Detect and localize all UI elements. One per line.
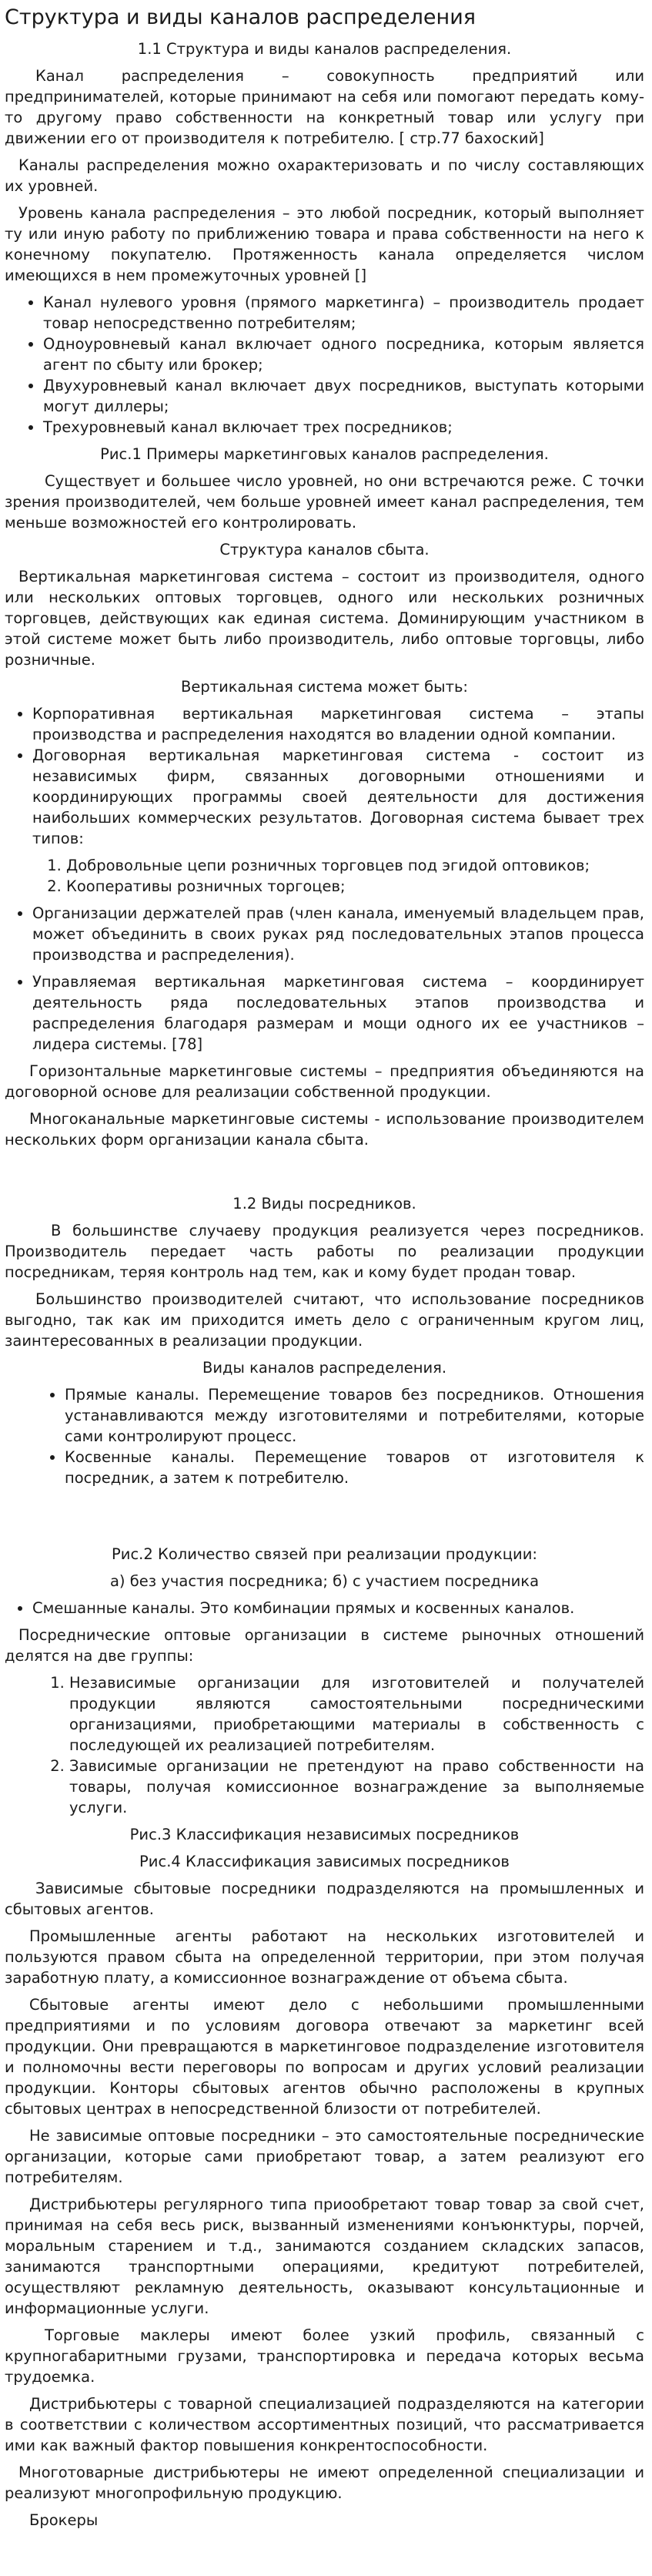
list-item: • Трехуровневый канал включает трех посредников;	[43, 417, 644, 438]
paragraph-more-levels: Существует и большее число уровней, но они встречаются реже. С точки зрения производителей, чем больше уровней имеет канал распределения, тем меньше возможностей его контролировать.	[5, 472, 644, 532]
section-heading-1-2: 1.2 Виды посредников.	[232, 1195, 416, 1213]
org-list	[5, 903, 644, 965]
types-heading: Виды каналов распределения.	[202, 1359, 447, 1377]
paragraph-intermediaries: В большинстве случаеву продукция реализуется через посредников. Производитель передает часть работы по реализации продукции посредникам, теряя контроль над тем, как и кому будет продан товар.	[5, 1222, 644, 1281]
list-item: • Косвенные каналы. Перемещение товаров от изготовителя к посредник, а затем к потребителю.	[65, 1447, 644, 1488]
paragraph-channel-definition: Канал распределения – совокупность предприятий или предпринимателей, которые принимают на себя или помогают передать кому-то другому право собственности на конкретный товар или услугу при движении его от производителя к потребителю. [ стр.77 бахоский]	[5, 67, 644, 147]
figure-caption-1: Рис.1 Примеры маркетинговых каналов распределения.	[100, 445, 549, 463]
paragraph-sales-agents: Сбытовые агенты имеют дело с небольшими промышленными предприятиями и по условиям договора отвечают за маркетинг всей продукции. Они превращаются в маркетинговое подразделение изготовителя и полномочны вести переговоры по вопросам и других условий реализации продукции. Конторы сбытовых агентов обычно расположены в крупных сбытовых центрах в непосредственной близости от потребителей.	[5, 1996, 644, 2118]
mixed-list	[5, 1598, 644, 1618]
paragraph-multichannel-systems: Многоканальные маркетинговые системы - использование производителем нескольких форм организации канала сбыта.	[5, 1110, 644, 1149]
figure-caption-2-sub: а) без участия посредника; б) с участием посредника	[109, 1572, 540, 1590]
list-item: 1. Независимые организации для изготовителей и получателей продукции являются самостоятельными посредническими организациями, приобретающими материалы в собственность с последующей их реализацией потребителям.	[69, 1672, 644, 1756]
managed-list	[5, 971, 644, 1055]
list-item: • Смешанные каналы. Это комбинации прямых и косвенных каналов.	[32, 1598, 644, 1618]
list-item: • Одноуровневый канал включает одного посредника, которым является агент по сбыту или брокер;	[43, 334, 644, 375]
page-title: Структура и виды каналов распределения	[5, 5, 476, 29]
structure-heading: Структура каналов сбыта.	[219, 541, 430, 558]
list-item: • Управляемая вертикальная маркетинговая система – координирует деятельность ряда последовательных этапов производства и распределения благодаря размерам и мощи одного их ее участников – лидера системы. [78]	[32, 971, 644, 1055]
paragraph-independent-wholesalers: Не зависимые оптовые посредники – это самостоятельные посреднические организации, которые сами приобретают товар, а затем реализуют его потребителям.	[5, 2127, 644, 2186]
figure-caption-4: Рис.4 Классификация зависимых посредников	[139, 1853, 510, 1870]
vertical-heading: Вертикальная система может быть:	[180, 678, 469, 696]
section-heading-1-1: 1.1 Структура и виды каналов распределения.	[137, 40, 512, 58]
channel-types-list	[5, 1384, 644, 1488]
list-item: • Двухуровневый канал включает двух посредников, выступать которыми могут диллеры;	[43, 375, 644, 417]
paragraph-levels-intro: Каналы распределения можно охарактеризовать и по числу составляющих их уровней.	[5, 156, 644, 195]
paragraph-vertical-system: Вертикальная маркетинговая система – состоит из производителя, одного или нескольких оптовых торговцев, одного или нескольких розничных торговцев, действующих как единая система. Доминирующим участником в этой системе может быть либо производитель, либо оптовые торговцы, либо розничные.	[5, 568, 644, 669]
paragraph-dependent-agents: Зависимые сбытовые посредники подразделяются на промышленных и сбытовых агентов.	[5, 1880, 644, 1918]
list-item: • Договорная вертикальная маркетинговая система - состоит из независимых фирм, связанных договорными отношениями и координирующих программы своей деятельности для достижения наибольших коммерческих результатов. Договорная система бывает трех типов:	[32, 745, 644, 849]
figure-caption-2: Рис.2 Количество связей при реализации продукции:	[112, 1545, 537, 1563]
list-item: 2. Зависимые организации не претендуют на право собственности на товары, получая комиссионное вознаграждение за выполняемые услуги.	[69, 1756, 644, 1818]
paragraph-trade-brokers: Торговые маклеры имеют более узкий профиль, связанный с крупногабаритными грузами, транспортировка и передача которых весьма трудоемка.	[5, 2326, 644, 2386]
paragraph-specialized-distributors: Дистрибьютеры с товарной специализацией подразделяются на категории в соответствии с количеством ассортиментных позиций, что рассматривается ими как важный фактор повышения конкрентоспособности.	[5, 2395, 644, 2454]
paragraph-multiproduct-distributors: Многотоварные дистрибьютеры не имеют определенной специализации и реализуют многопрофильную продукцию.	[5, 2464, 644, 2502]
paragraph-level-definition: Уровень канала распределения – это любой посредник, который выполняет ту или иную работу по приближению товара и права собственности на него к конечному покупателю. Протяженность канала определяется числом имеющихся в нем промежуточных уровней []	[5, 204, 644, 284]
list-item: 1. Добровольные цепи розничных торговцев под эгидой оптовиков;	[66, 855, 644, 876]
list-item: 2. Кооперативы розничных торгоцев;	[66, 876, 644, 897]
paragraph-producers-benefit: Большинство производителей считают, что использование посредников выгодно, так как им приходится иметь дело с ограниченным кругом лиц, заинтересованных в реализации продукции.	[5, 1290, 644, 1350]
levels-list	[5, 292, 644, 438]
list-item: • Организации держателей прав (член канала, именуемый владельцем прав, может объединить в своих руках ряд последовательных этапов процесса производства и распределения).	[32, 903, 644, 965]
paragraph-regular-distributors: Дистрибьютеры регулярного типа приообретают товар товар за свой счет, принимая на себя весь риск, вызванный изменениями конъюнктуры, порчей, моральным старением и т.д., занимаются созданием складских запасов, занимаются транспортными операциями, кредитуют потребителей, осуществляют рекламную деятельность, оказывают консультационные и информационные услуги.	[5, 2195, 644, 2317]
paragraph-industrial-agents: Промышленные агенты работают на нескольких изготовителей и пользуются правом сбыта на определенной территории, при этом получая заработную плату, а комиссионное вознаграждение от объема сбыта.	[5, 1927, 644, 1987]
paragraph-horizontal-systems: Горизонтальные маркетинговые системы – предприятия объединяются на договорной основе для реализации собственной продукции.	[5, 1062, 644, 1101]
contract-types-list	[5, 855, 644, 897]
figure-caption-3: Рис.3 Классификация независимых посредников	[129, 1826, 520, 1843]
list-item: • Корпоративная вертикальная маркетинговая система – этапы производства и распределения находятся во владении одной компании.	[32, 703, 644, 745]
list-item: • Канал нулевого уровня (прямого маркетинга) – производитель продает товар непосредственно потребителям;	[43, 292, 644, 334]
paragraph-wholesale-groups: Посреднические оптовые организации в системе рыночных отношений делятся на две группы:	[5, 1626, 644, 1665]
list-item: • Прямые каналы. Перемещение товаров без посредников. Отношения устанавливаются между изготовителями и потребителями, которые сами контролируют процесс.	[65, 1384, 644, 1447]
paragraph-brokers: Брокеры	[29, 2511, 99, 2529]
groups-list	[5, 1672, 644, 1818]
vertical-list	[5, 703, 644, 849]
